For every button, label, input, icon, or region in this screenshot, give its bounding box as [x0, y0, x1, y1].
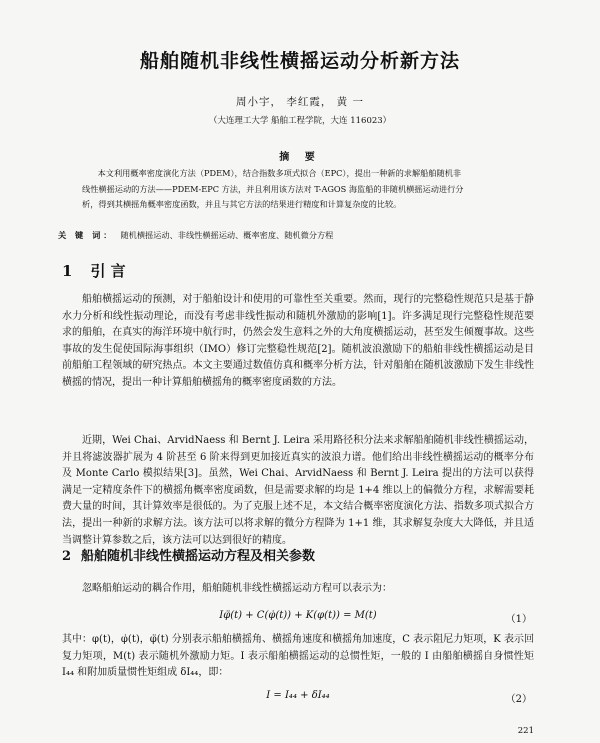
paragraph-text: 忽略船舶运动的耦合作用，船舶随机非线性横摇运动方程可以表示为：	[82, 583, 392, 594]
keywords-label: 关 键 词：	[58, 230, 115, 240]
section-2-paragraph-2	[62, 632, 534, 682]
abstract-heading: 摘 要	[279, 152, 321, 163]
equation-1	[62, 610, 534, 626]
keywords-text: 随机横摇运动、非线性横摇运动、概率密度、随机微分方程	[120, 230, 334, 240]
equation-2-expression: I = I₄₄ + δI₄₄	[266, 690, 330, 701]
equation-2-number: （2）	[505, 694, 532, 705]
equation-2	[62, 690, 534, 706]
abstract-line-3: 析，得到其横摇角概率密度函数，并且与其它方法的结果进行精度和计算复杂度的比较。	[82, 199, 402, 209]
abstract-body	[82, 166, 522, 213]
section-2-number: 2	[62, 549, 72, 564]
abstract-line-2: 线性横摇运动的方法——PDEM-EPC 方法，并且利用该方法对 T-AGOS 海监船的非随机横摇运动进行分	[82, 183, 464, 194]
section-1-title: 引 言	[90, 262, 126, 280]
section-1-number: 1	[62, 262, 73, 280]
paper-title: 船舶随机非线性横摇运动分析新方法	[139, 50, 460, 72]
abstract-line-1: 本文利用概率密度演化方法（PDEM），结合指数多项式拟合（EPC），提出一种新的求解船舶随机非	[97, 168, 462, 178]
section-1-paragraph-2	[62, 433, 534, 549]
section-1-heading	[62, 260, 126, 281]
equation-1-expression: Iφ̈(t) + C(φ̇(t)) + K(φ(t)) = M(t)	[219, 610, 377, 621]
paragraph-text: 近期，Wei Chai、ArvidNaess 和 Bernt J. Leira 采用路径积分法来求解船舶随机非线性横摇运动，并且将滤波器扩展为 4 阶甚至 6 阶来得到更加接近真实的波浪力谱。他们给出非线性横摇运动的概率分布及 Monte Carlo 模拟结果[3]。虽然，Wei Chai、ArvidNaess 和 Bernt J. Leira 提出的方法可以获得满足一定精度条件下的横摇角概率密度函数，但是需要求解的均是 1+4 维以上的偏微分方程，求解需要耗费大量的时间，其计算效率是很低的。为了克服上述不足，本文结合概率密度演化方法、指数多项式拟合方法，提出一种新的求解方法。该方法可以将求解的微分方程降为 1+1 维，其求解复杂度大大降低，并且适当调整计算参数之后，该方法可以达到很好的精度。	[62, 435, 534, 546]
paragraph-text: 其中：φ(t)，φ̇(t)，φ̈(t) 分别表示船舶横摇角、横摇角速度和横摇角加速度，C 表示阻尼力矩项，K 表示回复力矩项，M(t) 表示随机外激励力矩。I 表示船舶横摇运动的总惯性矩，一般的 I 由船舶横摇自身惯性矩 I₄₄ 和附加质量惯性矩组成 δI₄₄，即：	[62, 634, 534, 679]
section-2-paragraph-1	[62, 581, 534, 598]
authors: 周小宇， 李红霞， 黄 一	[235, 96, 364, 108]
affiliation: （大连理工大学 船舶工程学院，大连 116023）	[208, 116, 392, 126]
page-number: 221	[517, 726, 534, 736]
section-2-title: 船舶随机非线性横摇运动方程及相关参数	[81, 549, 316, 564]
keywords	[58, 228, 528, 242]
paragraph-text: 船舶横摇运动的预测，对于船舶设计和使用的可靠性至关重要。然而，现行的完整稳性规范只是基于静水力分析和线性振动理论，而没有考虑非线性振动和随机外激励的影响[1]。许多满足现行完整稳性规范要求的船舶，在真实的海洋环境中航行时，仍然会发生意料之外的大角度横摇运动，甚至发生倾覆事故。这些事故的发生促使国际海事组织（IMO）修订完整稳性规范[2]。随机波浪激励下的船舶非线性横摇运动是目前船舶工程领域的研究热点。本文主要通过数值仿真和概率分析方法，针对船舶在随机波激励下发生非线性横摇的情况，提出一种计算船舶横摇角的概率密度函数的方法。	[62, 294, 534, 388]
equation-1-number: （1）	[505, 614, 532, 625]
section-2-heading	[62, 545, 315, 564]
section-1-paragraph-1	[62, 292, 534, 392]
